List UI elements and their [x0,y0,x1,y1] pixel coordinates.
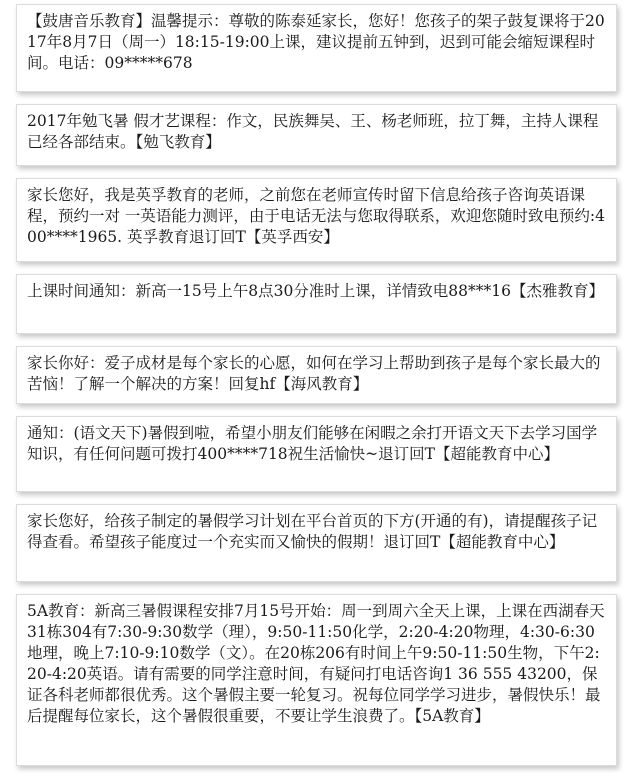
message-text: 家长您好，给孩子制定的暑假学习计划在平台首页的下方(开通的有)，请提醒孩子记得查看。希望孩子能度过一个充实而又愉快的假期！退订回T【超能教育中心】 [27,512,598,551]
message-text: 2017年勉飞暑 假才艺课程：作文，民族舞吴、王、杨老师班，拉丁舞，主持人课程已经各部结束。【勉飞教育】 [27,112,599,151]
message-text: 家长你好：爱子成材是每个家长的心愿，如何在学习上帮助到孩子是每个家长最大的苦恼！了解一个解决的方案！回复hf【海风教育】 [27,354,601,393]
message-text: 家长您好，我是英孚教育的老师，之前您在老师宣传时留下信息给孩子咨询英语课程，预约一对 一英语能力测评，由于电话无法与您取得联系，欢迎您随时致电预约:400****1965. 英孚教育退订回T【英孚西安】 [27,186,606,246]
message-card [16,416,617,492]
message-text: 上课时间通知：新高一15号上午8点30分准时上课，详情致电88***16【杰雅教育】 [27,282,605,300]
message-list [16,4,617,778]
message-card [16,104,617,166]
message-card [16,504,617,582]
message-card [16,178,617,262]
message-text: 通知：(语文天下)暑假到啦，希望小朋友们能够在闲暇之余打开语文天下去学习国学知识，有任何问题可拨打400****718祝生活愉快~退订回T【超能教育中心】 [27,424,598,463]
message-text: 【鼓唐音乐教育】温馨提示：尊敬的陈泰延家长，您好！您孩子的架子鼓复课将于2017年8月7日（周一）18:15-19:00上课，建议提前五钟到，迟到可能会缩短课程时间。电话：09*****678 [27,12,605,72]
message-card [16,594,617,766]
message-card [16,346,617,404]
message-card [16,4,617,92]
message-card [16,274,617,334]
message-text: 5A教育：新高三暑假课程安排7月15号开始：周一到周六全天上课，上课在西湖春天31栋304有7:30-9:30数学（理），9:50-11:50化学，2:20-4:20物理，4:30-6:30地理，晚上7:10-9:10数学（文）。在20栋206有时间上午9:50-11:50生物，下午2:20-4:20英语。请有需要的同学注意时间，有疑问打电话咨询1 36 555 43200，保证各科老师都很优秀。这个暑假主要一轮复习。祝每位同学学习进步，暑假快乐！最后提醒每位家长，这个暑假很重要，不要让学生浪费了。【5A教育】 [27,602,605,725]
